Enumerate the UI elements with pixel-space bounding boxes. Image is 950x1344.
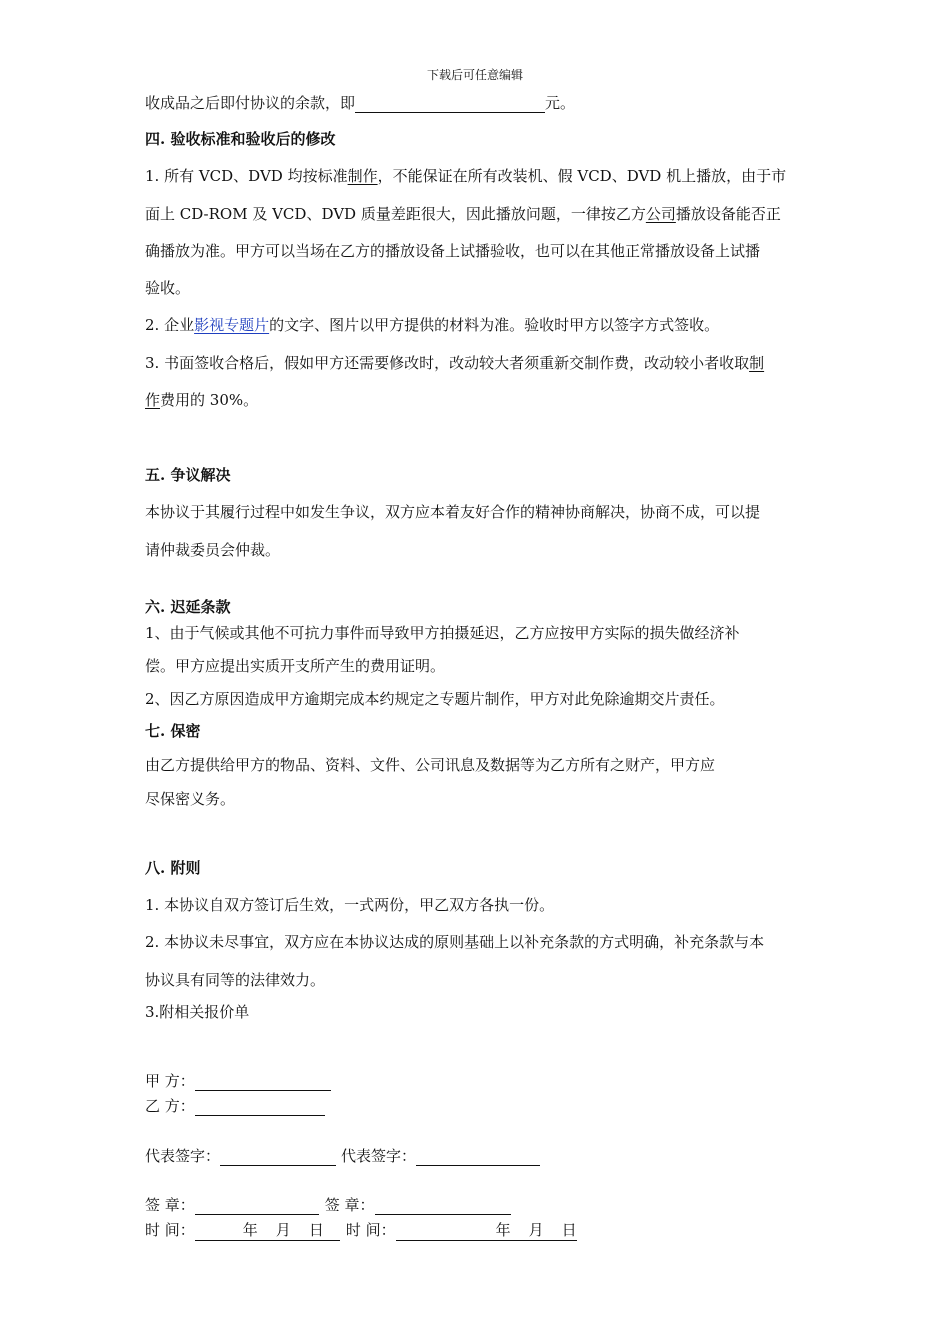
party-a-blank — [195, 1074, 331, 1091]
underlined-term: 制作 — [347, 167, 378, 185]
rep-sign-line — [145, 1145, 540, 1166]
seal-b-blank — [375, 1198, 511, 1215]
text: 3. 书面签收合格后，假如甲方还需要修改时，改动较大者须重新交制作费，改动较小者收取 — [145, 354, 750, 372]
text: 面上 CD-ROM 及 VCD、DVD 质量差距很大，因此播放问题，一律按乙方 — [145, 205, 646, 223]
section-8-line2: 2. 本协议未尽事宜，双方应在本协议达成的原则基础上以补充条款的方式明确，补充条款与本 — [145, 933, 765, 951]
page-header: 下载后可任意编辑 — [426, 68, 523, 82]
underlined-term: 公司 — [645, 205, 676, 223]
day-label: 日 — [308, 1221, 324, 1239]
section-5-line2: 请仲裁委员会仲裁。 — [145, 541, 281, 559]
section-4-title: 四. 验收标准和验收后的修改 — [145, 130, 336, 148]
text: 播放设备能否正 — [675, 205, 781, 223]
seal-line — [145, 1194, 511, 1215]
date-a — [195, 1219, 340, 1241]
section-8-line4: 3.附相关报价单 — [145, 1003, 250, 1021]
balance-line — [145, 92, 575, 113]
text: 费用的 30%。 — [160, 391, 259, 409]
section-4-p1-line3: 确播放为准。甲方可以当场在乙方的播放设备上试播验收，也可以在其他正常播放设备上试播 — [145, 242, 761, 260]
section-8-line1: 1. 本协议自双方签订后生效，一式两份，甲乙双方各执一份。 — [145, 896, 555, 914]
label: 代表签字： — [145, 1147, 221, 1165]
section-4-p3-line2 — [145, 389, 258, 410]
time-line — [145, 1219, 577, 1241]
label: 时 间： — [345, 1221, 396, 1239]
party-a-line — [145, 1070, 331, 1091]
section-6-line1: 1、由于气候或其他不可抗力事件而导致甲方拍摄延迟，乙方应按甲方实际的损失做经济补 — [145, 624, 740, 642]
date-b — [396, 1219, 577, 1241]
seal-a-blank — [195, 1198, 319, 1215]
film-topic-link[interactable]: 影视专题片 — [194, 316, 270, 334]
section-6-title: 六. 迟延条款 — [145, 598, 231, 616]
balance-text: 收成品之后即付协议的余款，即 — [145, 94, 356, 112]
party-b-blank — [195, 1099, 325, 1116]
section-5-line1: 本协议于其履行过程中如发生争议，双方应本着友好合作的精神协商解决，协商不成，可以提 — [145, 503, 761, 521]
rep-sign-b-blank — [416, 1149, 540, 1166]
text: 2. 企业 — [145, 316, 195, 334]
section-7-line1: 由乙方提供给甲方的物品、资料、文件、公司讯息及数据等为乙方所有之财产，甲方应 — [145, 756, 716, 774]
section-8-line3: 协议具有同等的法律效力。 — [145, 971, 326, 989]
section-4-p3-line1 — [145, 352, 764, 373]
section-4-p2 — [145, 314, 719, 335]
text: 1. 所有 VCD、DVD 均按标准 — [145, 167, 348, 185]
section-4-p1-line4: 验收。 — [145, 279, 191, 297]
text: 的文字、图片以甲方提供的材料为准。验收时甲方以签字方式签收。 — [269, 316, 720, 334]
underlined-term: 制 — [749, 354, 765, 372]
rep-sign-a-blank — [220, 1149, 336, 1166]
label: 甲 方： — [145, 1072, 195, 1090]
section-6-line2: 偿。甲方应提出实质开支所产生的费用证明。 — [145, 657, 446, 675]
balance-amount-blank — [355, 96, 545, 113]
section-8-title: 八. 附则 — [145, 859, 201, 877]
year-label: 年 — [242, 1221, 258, 1239]
section-7-title: 七. 保密 — [145, 722, 201, 740]
balance-unit: 元。 — [545, 94, 576, 112]
section-6-line3: 2、因乙方原因造成甲方逾期完成本约规定之专题片制作，甲方对此免除逾期交片责任。 — [145, 690, 725, 708]
label: 代表签字： — [341, 1147, 417, 1165]
label: 乙 方： — [145, 1097, 195, 1115]
year-label: 年 — [495, 1221, 511, 1239]
section-4-p1-line2 — [145, 203, 781, 224]
day-label: 日 — [561, 1221, 577, 1239]
section-7-line2: 尽保密义务。 — [145, 790, 236, 808]
text: ，不能保证在所有改装机、假 VCD、DVD 机上播放，由于市 — [377, 167, 787, 185]
section-5-title: 五. 争议解决 — [145, 466, 231, 484]
underlined-term: 作 — [145, 391, 161, 409]
month-label: 月 — [275, 1221, 291, 1239]
label: 签 章： — [145, 1196, 195, 1214]
month-label: 月 — [528, 1221, 544, 1239]
party-b-line — [145, 1095, 325, 1116]
label: 时 间： — [145, 1221, 195, 1239]
label: 签 章： — [324, 1196, 375, 1214]
section-4-p1-line1 — [145, 165, 786, 186]
